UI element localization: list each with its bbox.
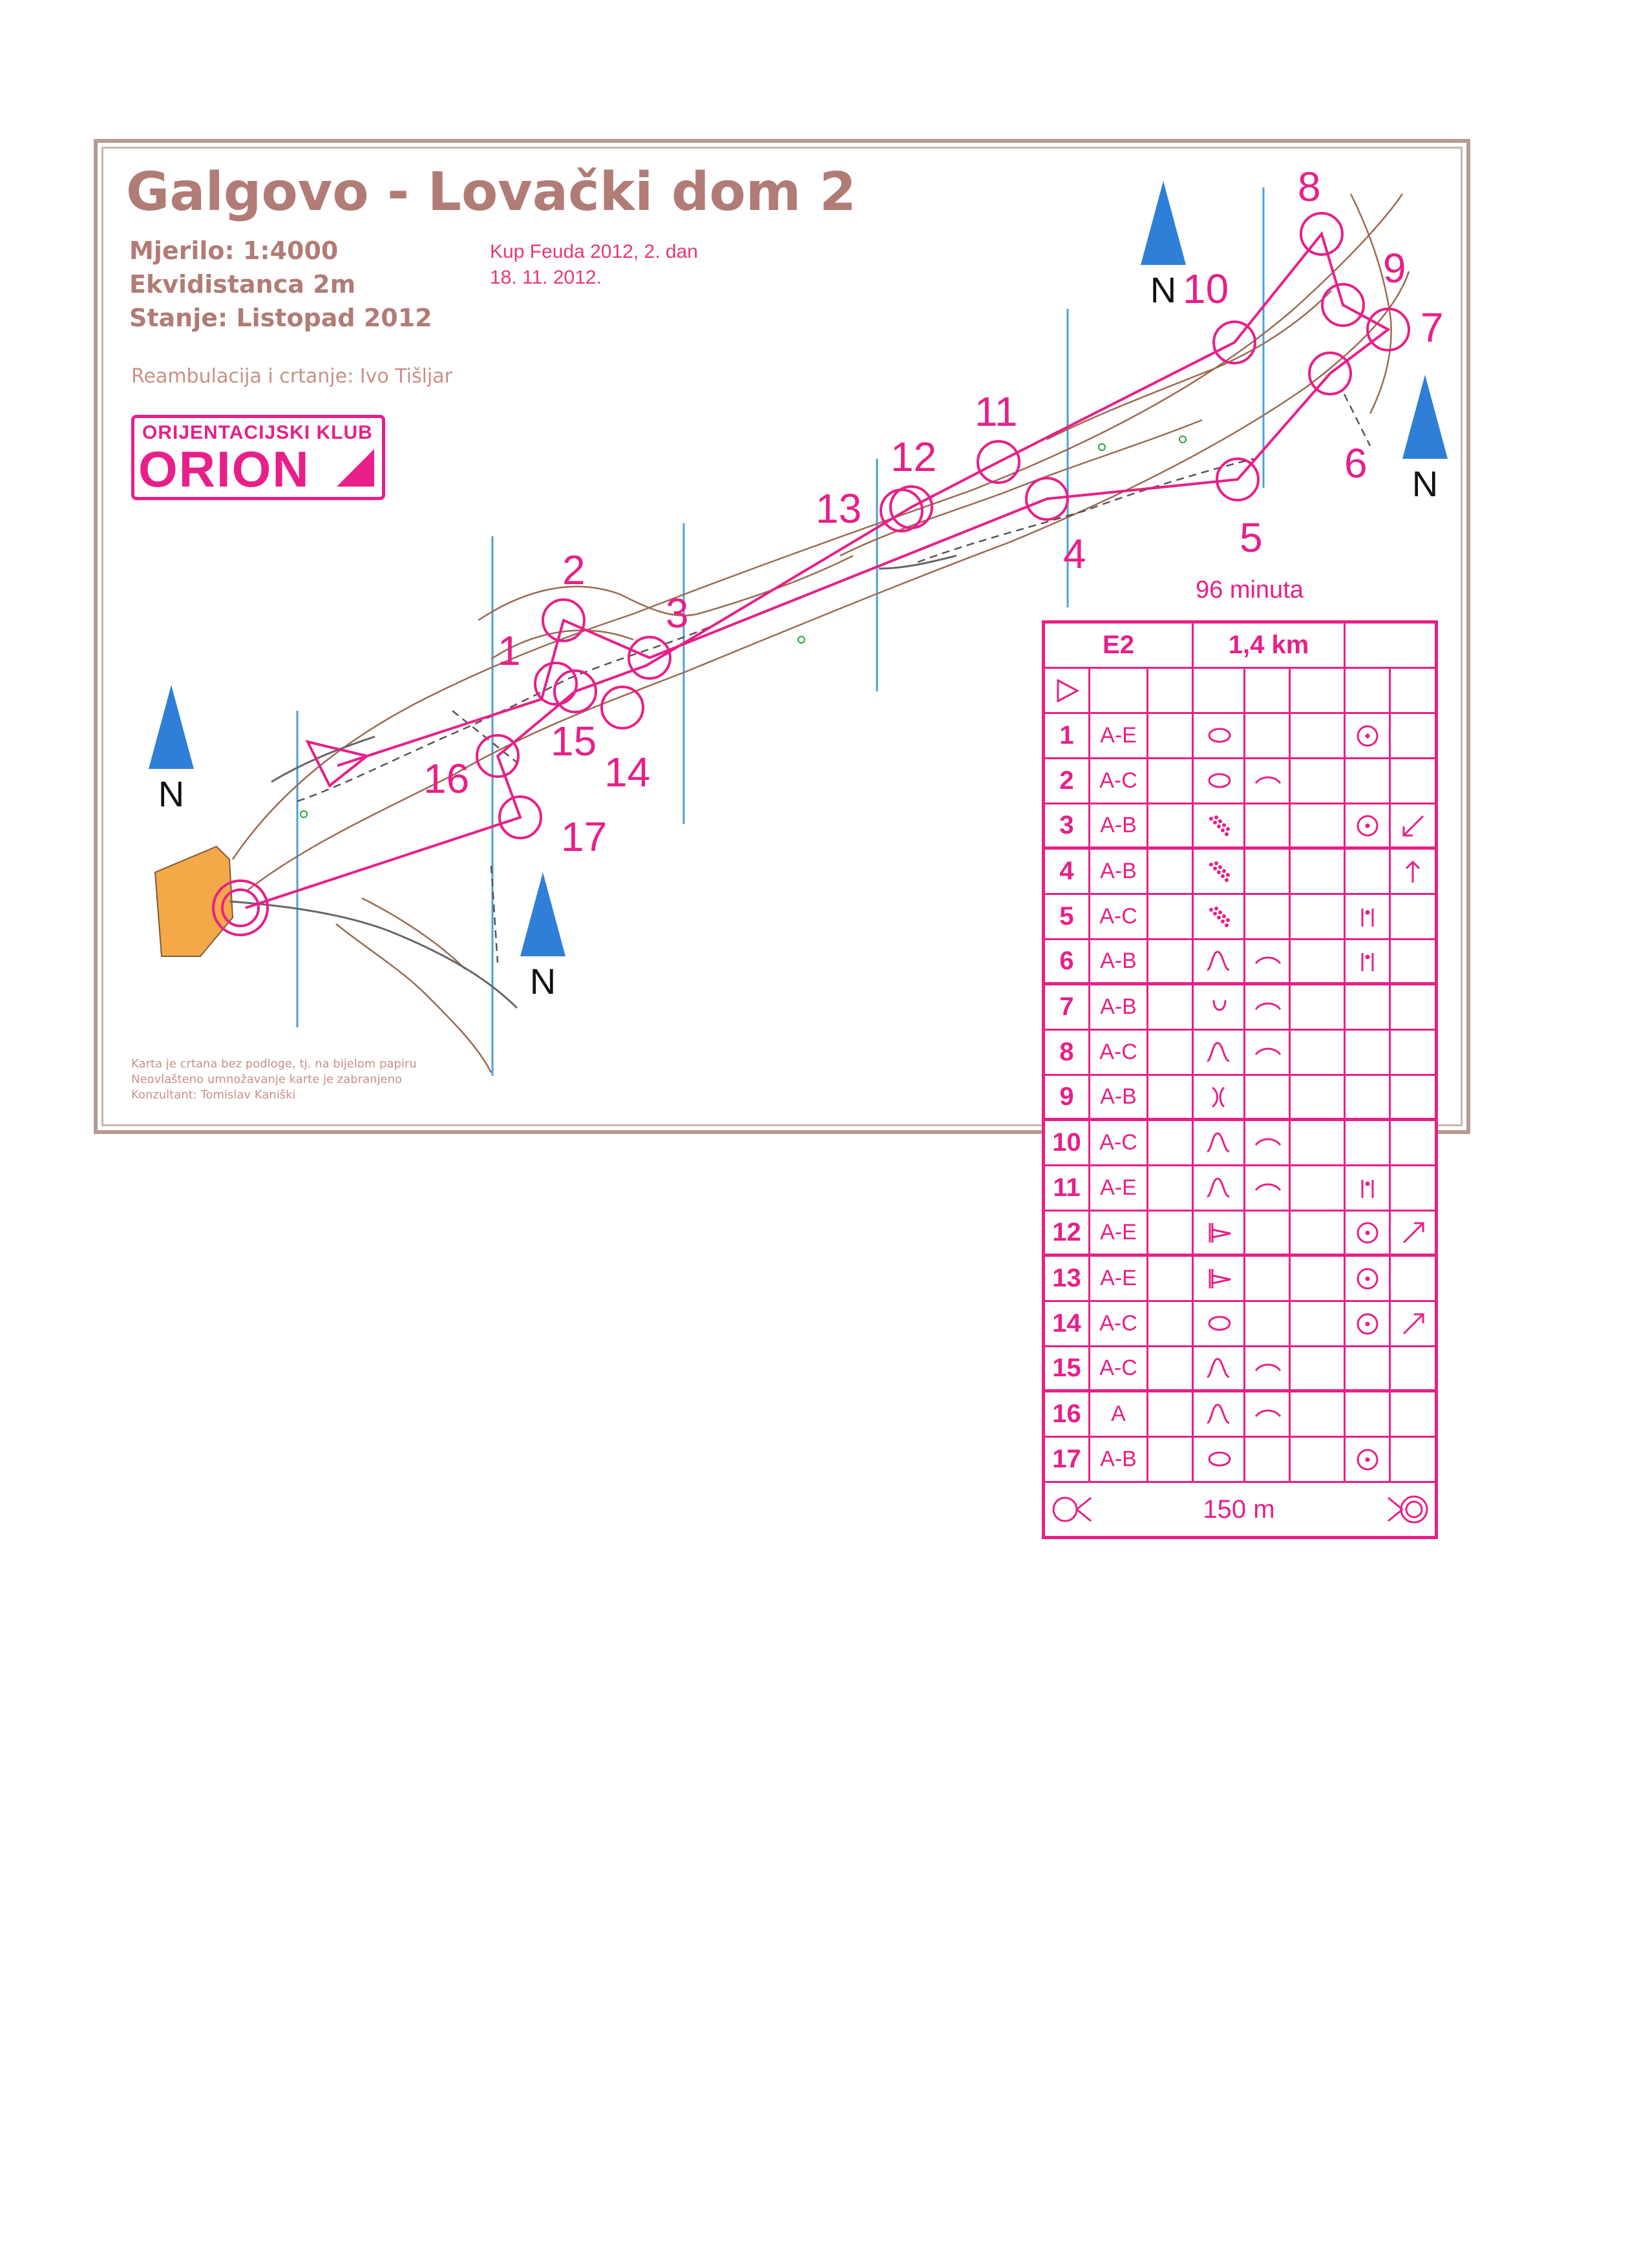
spur-icon <box>1194 940 1245 982</box>
control-sequence: 3 <box>1045 804 1090 846</box>
control-sequence: 14 <box>1045 1302 1090 1345</box>
control-number: 4 <box>1063 530 1086 577</box>
description-row <box>1045 804 1435 850</box>
club-logo <box>131 415 385 500</box>
description-row <box>1045 1257 1435 1302</box>
control-code: A-C <box>1090 1031 1148 1074</box>
description-row <box>1045 1392 1435 1438</box>
path-junction-icon <box>1194 1212 1245 1254</box>
control-number: 10 <box>1183 266 1229 312</box>
north-arrow-icon <box>149 685 194 814</box>
reentrant-icon <box>1194 985 1245 1029</box>
map-consultant: Konzultant: Tomislav Kaniški <box>131 1088 296 1102</box>
foot-icon <box>1245 1347 1291 1389</box>
control-number: 12 <box>891 434 937 480</box>
description-row <box>1045 1076 1435 1121</box>
north-arrow-icon <box>520 872 565 1002</box>
knoll-icon <box>1194 1438 1245 1481</box>
description-row <box>1045 895 1435 940</box>
control-sequence: 4 <box>1045 850 1090 893</box>
arrow-up-icon <box>1391 850 1435 893</box>
stony-ground-icon <box>1194 895 1245 938</box>
description-row <box>1045 1031 1435 1076</box>
control-number: 17 <box>561 814 607 860</box>
control-code: A-B <box>1090 1076 1148 1118</box>
between-icon <box>1346 940 1391 982</box>
time-limit: 96 minuta <box>1196 576 1304 604</box>
control-number: 15 <box>551 718 597 764</box>
control-sequence: 7 <box>1045 985 1090 1029</box>
map-status: Stanje: Listopad 2012 <box>129 304 432 332</box>
path-junction-icon <box>1194 1257 1245 1300</box>
course-name: E2 <box>1045 624 1194 667</box>
control-code: A-B <box>1090 850 1148 893</box>
description-row <box>1045 1121 1435 1166</box>
control-description-sheet <box>1042 620 1438 1539</box>
club-name: ORIJENTACIJSKI KLUB <box>142 422 373 443</box>
description-row <box>1045 1302 1435 1347</box>
finish-icon <box>1381 1483 1435 1536</box>
arrow-down-left-icon <box>1391 804 1435 846</box>
control-code: A-C <box>1090 895 1148 938</box>
arrow-up-right-icon <box>1391 1212 1435 1254</box>
description-row <box>1045 714 1435 759</box>
knoll-icon <box>1194 759 1245 803</box>
control-code: A-C <box>1090 759 1148 803</box>
event-date: 18. 11. 2012. <box>490 267 602 288</box>
gully-icon <box>1194 1076 1245 1118</box>
arrow-up-right-icon <box>1391 1302 1435 1345</box>
control-code: A-E <box>1090 1166 1148 1210</box>
foot-icon <box>1245 1121 1291 1164</box>
svg-text:N: N <box>529 961 556 1002</box>
description-row <box>1045 759 1435 804</box>
control-number: 2 <box>562 547 586 593</box>
control-number: 13 <box>816 485 862 532</box>
control-code: A-B <box>1090 985 1148 1029</box>
control-code: A-E <box>1090 714 1148 757</box>
foot-icon <box>1245 759 1291 803</box>
description-row <box>1045 1212 1435 1257</box>
spur-icon <box>1194 1166 1245 1210</box>
spur-icon <box>1194 1031 1245 1074</box>
center-icon <box>1346 714 1391 757</box>
control-number: 14 <box>604 749 651 795</box>
description-row <box>1045 1347 1435 1392</box>
map-title: Galgovo - Lovački dom 2 <box>126 162 856 223</box>
start-triangle <box>308 742 367 786</box>
club-brand: ORION <box>138 441 310 498</box>
finish-start-icon <box>1045 1483 1097 1536</box>
description-row <box>1045 985 1435 1031</box>
svg-text:N: N <box>158 773 185 814</box>
foot-icon <box>1245 1392 1291 1436</box>
finish-row <box>1045 1483 1435 1536</box>
between-icon <box>1346 1166 1391 1210</box>
control-sequence: 13 <box>1045 1257 1090 1300</box>
map-credits: Reambulacija i crtanje: Ivo Tišljar <box>131 365 452 388</box>
description-row <box>1045 850 1435 895</box>
center-icon <box>1346 1212 1391 1254</box>
control-code: A-C <box>1090 1347 1148 1389</box>
control-number: 6 <box>1344 440 1368 487</box>
control-code: A <box>1090 1392 1148 1436</box>
control-number: 3 <box>666 590 689 636</box>
description-row <box>1045 1438 1435 1483</box>
center-icon <box>1346 1438 1391 1481</box>
start-row <box>1045 669 1435 714</box>
center-icon <box>1346 1302 1391 1345</box>
control-sequence: 5 <box>1045 895 1090 938</box>
control-sequence: 2 <box>1045 759 1090 803</box>
between-icon <box>1346 895 1391 938</box>
foot-icon <box>1245 985 1291 1029</box>
control-circle-14 <box>602 687 643 728</box>
description-row <box>1045 940 1435 985</box>
description-header <box>1045 624 1435 669</box>
control-sequence: 10 <box>1045 1121 1090 1164</box>
spur-icon <box>1194 1121 1245 1164</box>
control-code: A-B <box>1090 940 1148 982</box>
north-arrow-icon <box>1402 375 1448 504</box>
control-code: A-B <box>1090 1438 1148 1481</box>
control-code: A-C <box>1090 1302 1148 1345</box>
control-sequence: 8 <box>1045 1031 1090 1074</box>
foot-icon <box>1245 1031 1291 1074</box>
control-code: A-B <box>1090 804 1148 846</box>
control-number: 11 <box>975 388 1018 435</box>
spur-icon <box>1194 1392 1245 1436</box>
control-code: A-E <box>1090 1257 1148 1300</box>
spur-icon <box>1194 1347 1245 1389</box>
control-number: 16 <box>423 755 470 802</box>
stony-ground-icon <box>1194 804 1245 846</box>
foot-icon <box>1245 940 1291 982</box>
center-icon <box>1346 1257 1391 1300</box>
north-arrow-icon <box>1141 181 1186 310</box>
control-number: 5 <box>1240 514 1263 561</box>
foot-icon <box>1245 1166 1291 1210</box>
control-sequence: 6 <box>1045 940 1090 982</box>
description-row <box>1045 1166 1435 1212</box>
finish-distance: 150 m <box>1203 1495 1275 1524</box>
event-name: Kup Feuda 2012, 2. dan <box>490 241 698 262</box>
control-code: A-E <box>1090 1212 1148 1254</box>
start-triangle-icon <box>1045 669 1090 712</box>
map-contour-interval: Ekvidistanca 2m <box>129 270 356 299</box>
control-sequence: 16 <box>1045 1392 1090 1436</box>
control-number: 1 <box>498 627 521 674</box>
control-sequence: 11 <box>1045 1166 1090 1210</box>
svg-text:N: N <box>1150 269 1177 310</box>
control-code: A-C <box>1090 1121 1148 1164</box>
roads <box>229 556 956 1008</box>
knoll-icon <box>1194 714 1245 757</box>
stony-ground-icon <box>1194 850 1245 893</box>
map-footer-note: Karta je crtana bez podloge, tj. na bijelom papiru <box>131 1057 417 1071</box>
control-sequence: 12 <box>1045 1212 1090 1254</box>
control-sequence: 9 <box>1045 1076 1090 1118</box>
control-sequence: 17 <box>1045 1438 1090 1481</box>
map-scale: Mjerilo: 1:4000 <box>129 236 339 265</box>
control-sequence: 1 <box>1045 714 1090 757</box>
settlement-area <box>155 846 233 956</box>
control-number: 7 <box>1421 304 1444 351</box>
control-number: 8 <box>1298 163 1321 210</box>
knoll-icon <box>1194 1302 1245 1345</box>
course-length: 1,4 km <box>1194 624 1346 667</box>
svg-text:N: N <box>1411 463 1439 504</box>
control-sequence: 15 <box>1045 1347 1090 1389</box>
map-copyright: Neovlašteno umnožavanje karte je zabranjeno <box>131 1073 403 1086</box>
center-icon <box>1346 804 1391 846</box>
control-number: 9 <box>1383 245 1406 291</box>
